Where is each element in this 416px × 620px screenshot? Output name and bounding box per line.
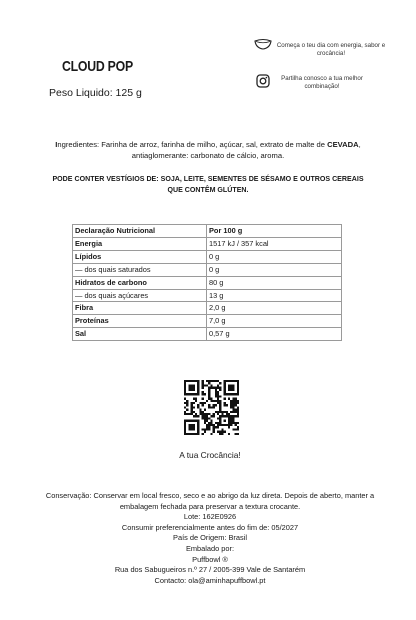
- nutrition-value: 1517 kJ / 357 kcal: [207, 237, 342, 250]
- nutrition-row: [73, 328, 342, 341]
- nutrition-row: [73, 289, 342, 302]
- country-of-origin: País de Origem: Brasil: [173, 533, 247, 543]
- contact-email: Contacto: ola@aminhapuffbowl.pt: [154, 575, 266, 585]
- nutrition-label: Energia: [73, 237, 207, 250]
- nutrition-table: [72, 224, 342, 341]
- instagram-icon: [256, 74, 270, 88]
- nutrition-label: — dos quais açúcares: [73, 289, 207, 302]
- packer-address: Rua dos Sabugueiros n.º 27 / 2005-399 Vale de Santarém: [114, 565, 306, 575]
- nutrition-header-row: [73, 225, 342, 238]
- nutrition-row: [73, 315, 342, 328]
- nutrition-value: 0 g: [207, 263, 342, 276]
- nutrition-label: — dos quais saturados: [73, 263, 207, 276]
- lot-number: Lote: 162E0926: [183, 512, 237, 522]
- nutrition-value: 80 g: [207, 276, 342, 289]
- nutrition-label: Fibra: [73, 302, 207, 315]
- net-weight: Peso Liquido: 125 g: [49, 87, 142, 99]
- packer-name: Puffbowl ®: [192, 554, 228, 564]
- nutrition-row: [73, 250, 342, 263]
- qr-caption: A tua Crocância!: [179, 450, 241, 460]
- ingredients-prefix: I: [55, 140, 58, 149]
- nutrition-value: 0 g: [207, 250, 342, 263]
- nutrition-header-label: Declaração Nutricional: [73, 225, 207, 238]
- instagram-tagline: Partilha conosco a tua melhor combinação!: [281, 75, 363, 90]
- ingredients-part1: ngredientes: Farinha de arroz, farinha de milho, açúcar, sal, extrato de malte de: [57, 140, 328, 149]
- qr-code: [184, 380, 239, 435]
- bowl-icon: [254, 38, 272, 50]
- nutrition-value: 13 g: [207, 289, 342, 302]
- best-before: Consumir preferencialmente antes do fim de: 05/2027: [121, 522, 299, 532]
- ingredients-part2: , antiaglomerante: carbonato de cálcio, aroma.: [131, 140, 361, 160]
- allergen-warning: PODE CONTER VESTÍGIOS DE: SOJA, LEITE, SEMENTES DE SÉSAMO E OUTROS CEREAIS QUE CONTÊM GLÚTEN.: [52, 174, 364, 194]
- nutrition-label: Sal: [73, 328, 207, 341]
- packed-by-label: Embalado por:: [185, 543, 235, 553]
- nutrition-row: [73, 302, 342, 315]
- nutrition-value: 2,0 g: [207, 302, 342, 315]
- nutrition-label: Proteínas: [73, 315, 207, 328]
- nutrition-row: [73, 276, 342, 289]
- bowl-tagline: Começa o teu dia com energia, sabor e crocância!: [276, 42, 386, 57]
- nutrition-header-value: Por 100 g: [207, 225, 342, 238]
- nutrition-label: Lípidos: [73, 250, 207, 263]
- ingredients-allergen-word: CEVADA: [327, 140, 359, 149]
- nutrition-label: Hidratos de carbono: [73, 276, 207, 289]
- nutrition-row: [73, 263, 342, 276]
- footer-info: [40, 491, 380, 586]
- ingredients-text: [40, 139, 376, 161]
- brand-name: CLOUD POP: [62, 58, 133, 75]
- nutrition-row: [73, 237, 342, 250]
- storage-text: Conservação: Conservar em local fresco, seco e ao abrigo da luz direta. Depois de aberto, manter a embalagem fechada para preservar a textura crocante.: [45, 491, 377, 511]
- nutrition-value: 7,0 g: [207, 315, 342, 328]
- nutrition-value: 0,57 g: [207, 328, 342, 341]
